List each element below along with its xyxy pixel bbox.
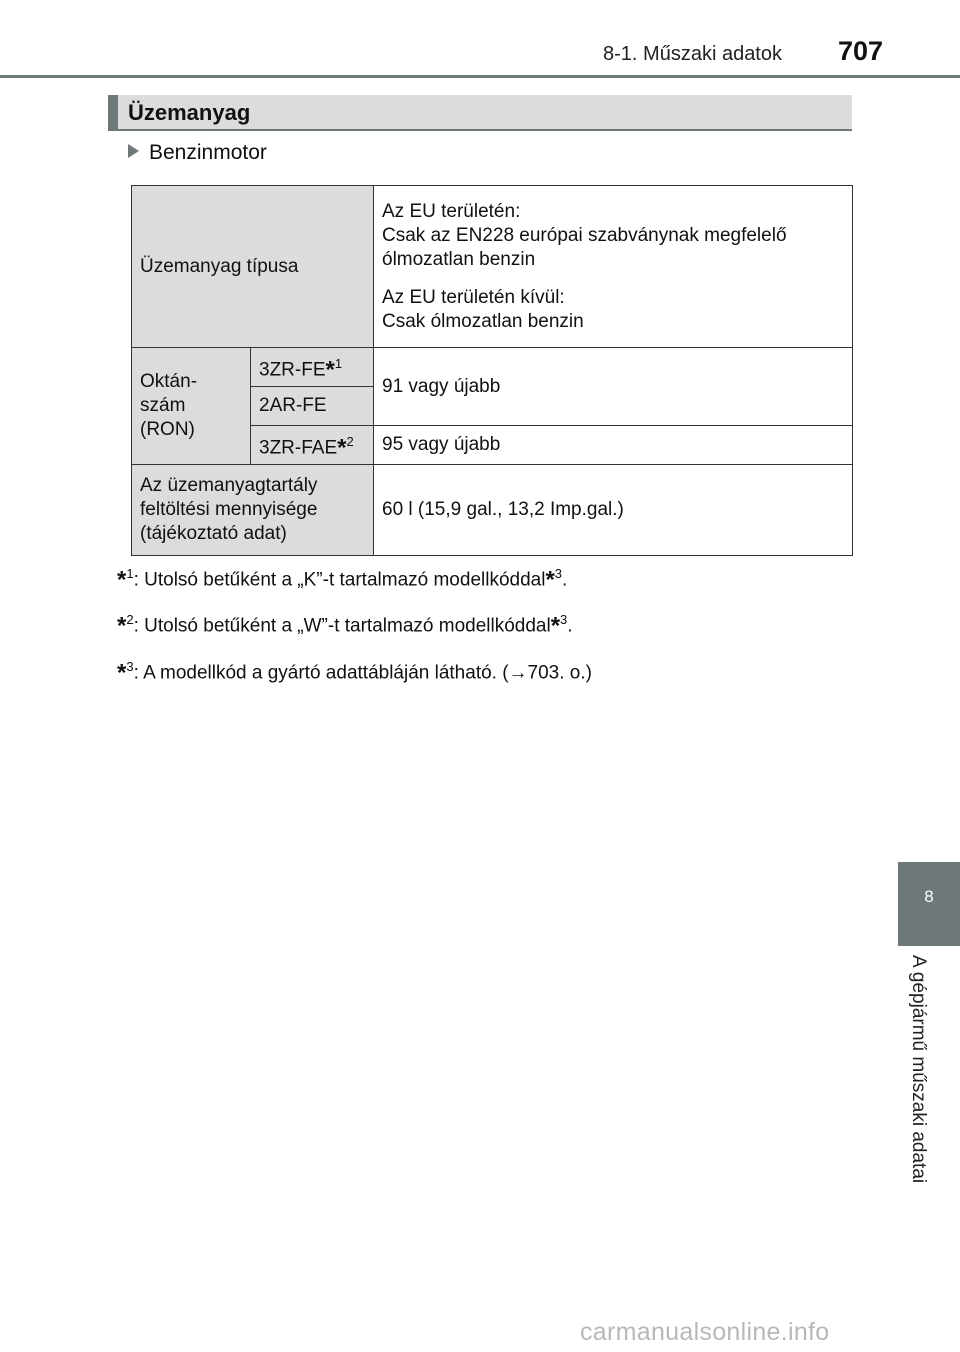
- footnote-ref: 2: [346, 433, 354, 449]
- section-title: Üzemanyag: [128, 100, 251, 125]
- engine-code: 2AR-FE: [259, 395, 327, 416]
- subsection-bullet: [128, 141, 267, 165]
- watermark: carmanualsonline.info: [580, 1318, 830, 1346]
- table-row: [132, 186, 853, 348]
- fuel-noneu-text: Csak ólmozatlan benzin: [382, 310, 584, 332]
- footnote-text: : Utolsó betűként a „K”-t tartalmazó modellkóddal: [133, 569, 546, 591]
- footnote-end: .: [567, 615, 573, 637]
- section-label: 8-1. Műszaki adatok: [603, 43, 782, 65]
- section-heading-bar: [108, 95, 852, 131]
- table-row: [132, 348, 853, 387]
- engine-cell: [251, 387, 374, 426]
- chapter-tab: 8: [898, 862, 960, 946]
- page-number: 707: [837, 36, 883, 66]
- engine-cell: [251, 426, 374, 465]
- footnote-star: *: [325, 356, 335, 384]
- table-row: [132, 465, 853, 556]
- fuel-noneu-heading: Az EU területén kívül:: [382, 286, 565, 308]
- engine-cell: [251, 348, 374, 387]
- engine-code: 3ZR-FAE: [259, 437, 338, 459]
- footnote-num: 3: [126, 658, 134, 674]
- footnote-ref: 3: [554, 566, 563, 581]
- fuel-noneu-block: [382, 286, 844, 334]
- tank-capacity-value: 60 l (15,9 gal., 13,2 Imp.gal.): [374, 465, 853, 556]
- page-header: [0, 0, 960, 80]
- footnote-ref: 3: [560, 612, 568, 628]
- footnote: [117, 653, 857, 687]
- footnote-num: 1: [126, 566, 134, 581]
- header-divider: [0, 75, 960, 78]
- fuel-eu-heading: Az EU területén:: [382, 200, 521, 222]
- footnote-star: *: [117, 566, 127, 594]
- octane-label: Oktán-szám (RON): [132, 348, 251, 465]
- engine-code: 3ZR-FE: [259, 359, 326, 381]
- footnote: [117, 560, 857, 594]
- fuel-spec-table: [131, 185, 853, 556]
- octane-value: 95 vagy újabb: [374, 426, 853, 465]
- chapter-title: A gépjármű műszaki adatai: [908, 955, 929, 1184]
- footnote-text: : A modellkód a gyártó adattábláján látható. (→703. o.): [133, 661, 592, 683]
- footnote-num: 2: [126, 612, 134, 628]
- footnote-star: *: [337, 434, 347, 462]
- footnote-end: .: [562, 569, 568, 591]
- fuel-type-label: Üzemanyag típusa: [132, 186, 374, 348]
- fuel-eu-block: [382, 200, 844, 272]
- footnote-ref: 1: [334, 355, 343, 371]
- bullet-label: Benzinmotor: [149, 141, 267, 164]
- octane-value: 91 vagy újabb: [374, 348, 853, 426]
- footnote-text: : Utolsó betűként a „W”-t tartalmazó modellkóddal: [133, 615, 551, 637]
- tank-capacity-label: Az üzemanyagtartály feltöltési mennyisége (tájékoztató adat): [132, 465, 374, 556]
- section-accent: [108, 95, 118, 129]
- triangle-bullet-icon: [128, 144, 139, 158]
- fuel-type-value: [374, 186, 853, 348]
- fuel-eu-text: Csak az EN228 európai szabványnak megfelelő ólmozatlan benzin: [382, 224, 787, 270]
- footnote-star: *: [545, 566, 555, 594]
- footnote: [117, 606, 857, 640]
- footnote-star: *: [117, 658, 127, 686]
- footnote-star: *: [117, 612, 127, 640]
- footnote-star: *: [550, 612, 561, 640]
- footnotes: [117, 560, 857, 699]
